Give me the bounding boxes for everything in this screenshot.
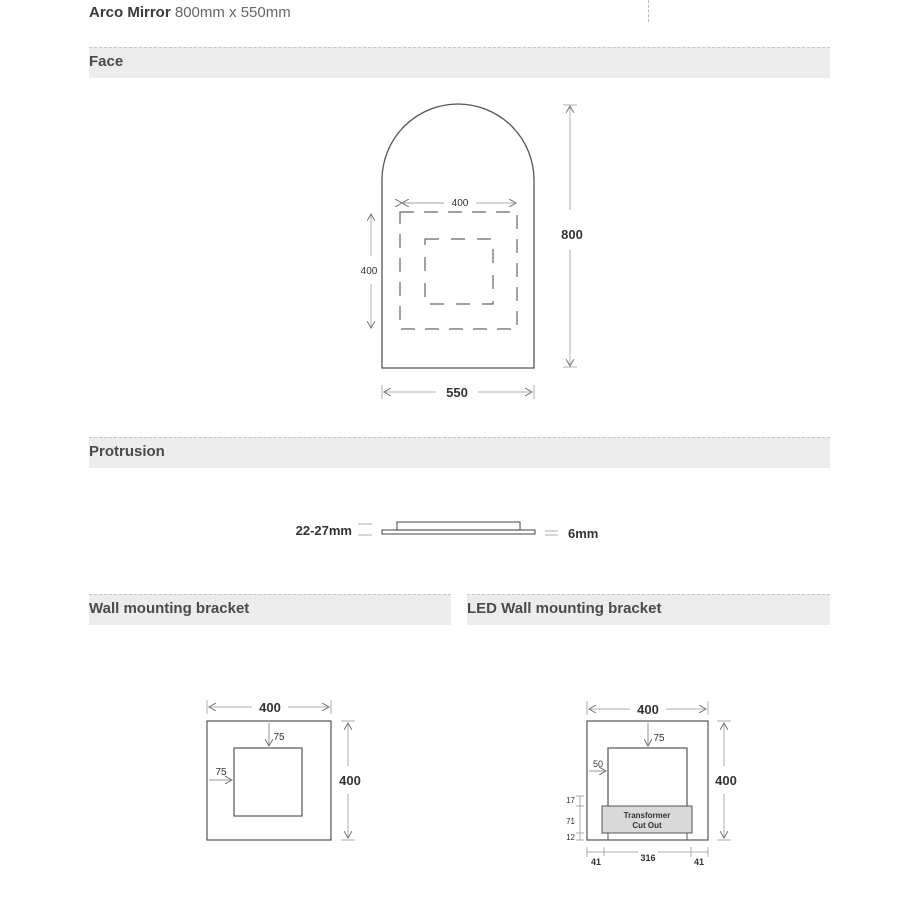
led-left-margin-label: 41 (590, 857, 602, 867)
led-left-inset-label: 50 (592, 759, 604, 769)
led-cutout-height-label: 71 (566, 817, 575, 826)
inner-width-label: 400 (451, 198, 469, 209)
inner-height-label: 400 (360, 266, 378, 277)
face-drawing (361, 104, 583, 400)
glass-thickness-label: 6mm (568, 526, 599, 541)
led-width-label: 400 (637, 702, 659, 717)
outer-dashed-square (400, 212, 517, 329)
glass-side (382, 530, 535, 534)
product-dimensions: 800mm x 550mm (174, 4, 291, 21)
section-protrusion-label: Protrusion (89, 443, 165, 460)
bracket-width-label: 400 (259, 700, 281, 715)
section-wall-bracket-label: Wall mounting bracket (89, 600, 250, 617)
bracket-left-inset-label: 75 (215, 767, 227, 778)
led-bracket-drawing (566, 701, 737, 867)
inner-dashed-square (425, 239, 493, 304)
cutout-label-line-1: Transformer (623, 811, 671, 820)
depth-range-label: 22-27mm (295, 523, 352, 538)
led-cutout-width-label: 316 (640, 853, 656, 863)
led-height-label: 400 (715, 773, 737, 788)
height-label: 800 (561, 227, 583, 242)
protrusion-drawing (296, 522, 599, 541)
bracket-inner (234, 748, 302, 816)
cutout-label-line-2: Cut Out (632, 821, 662, 830)
width-label: 550 (446, 385, 468, 400)
led-bracket-inner (608, 748, 687, 808)
bracket-top-inset-label: 75 (273, 732, 285, 743)
led-gap-bottom-label: 12 (566, 833, 575, 842)
bracket-height-label: 400 (339, 773, 361, 788)
led-gap-top-label: 17 (566, 796, 575, 805)
wall-bracket-drawing (207, 700, 361, 840)
led-right-margin-label: 41 (693, 857, 705, 867)
section-face-label: Face (89, 53, 124, 70)
section-led-bracket-label: LED Wall mounting bracket (467, 600, 662, 617)
led-top-inset-label: 75 (653, 733, 665, 744)
mirror-frame-side (397, 522, 520, 530)
product-name: Arco Mirror (89, 4, 171, 21)
